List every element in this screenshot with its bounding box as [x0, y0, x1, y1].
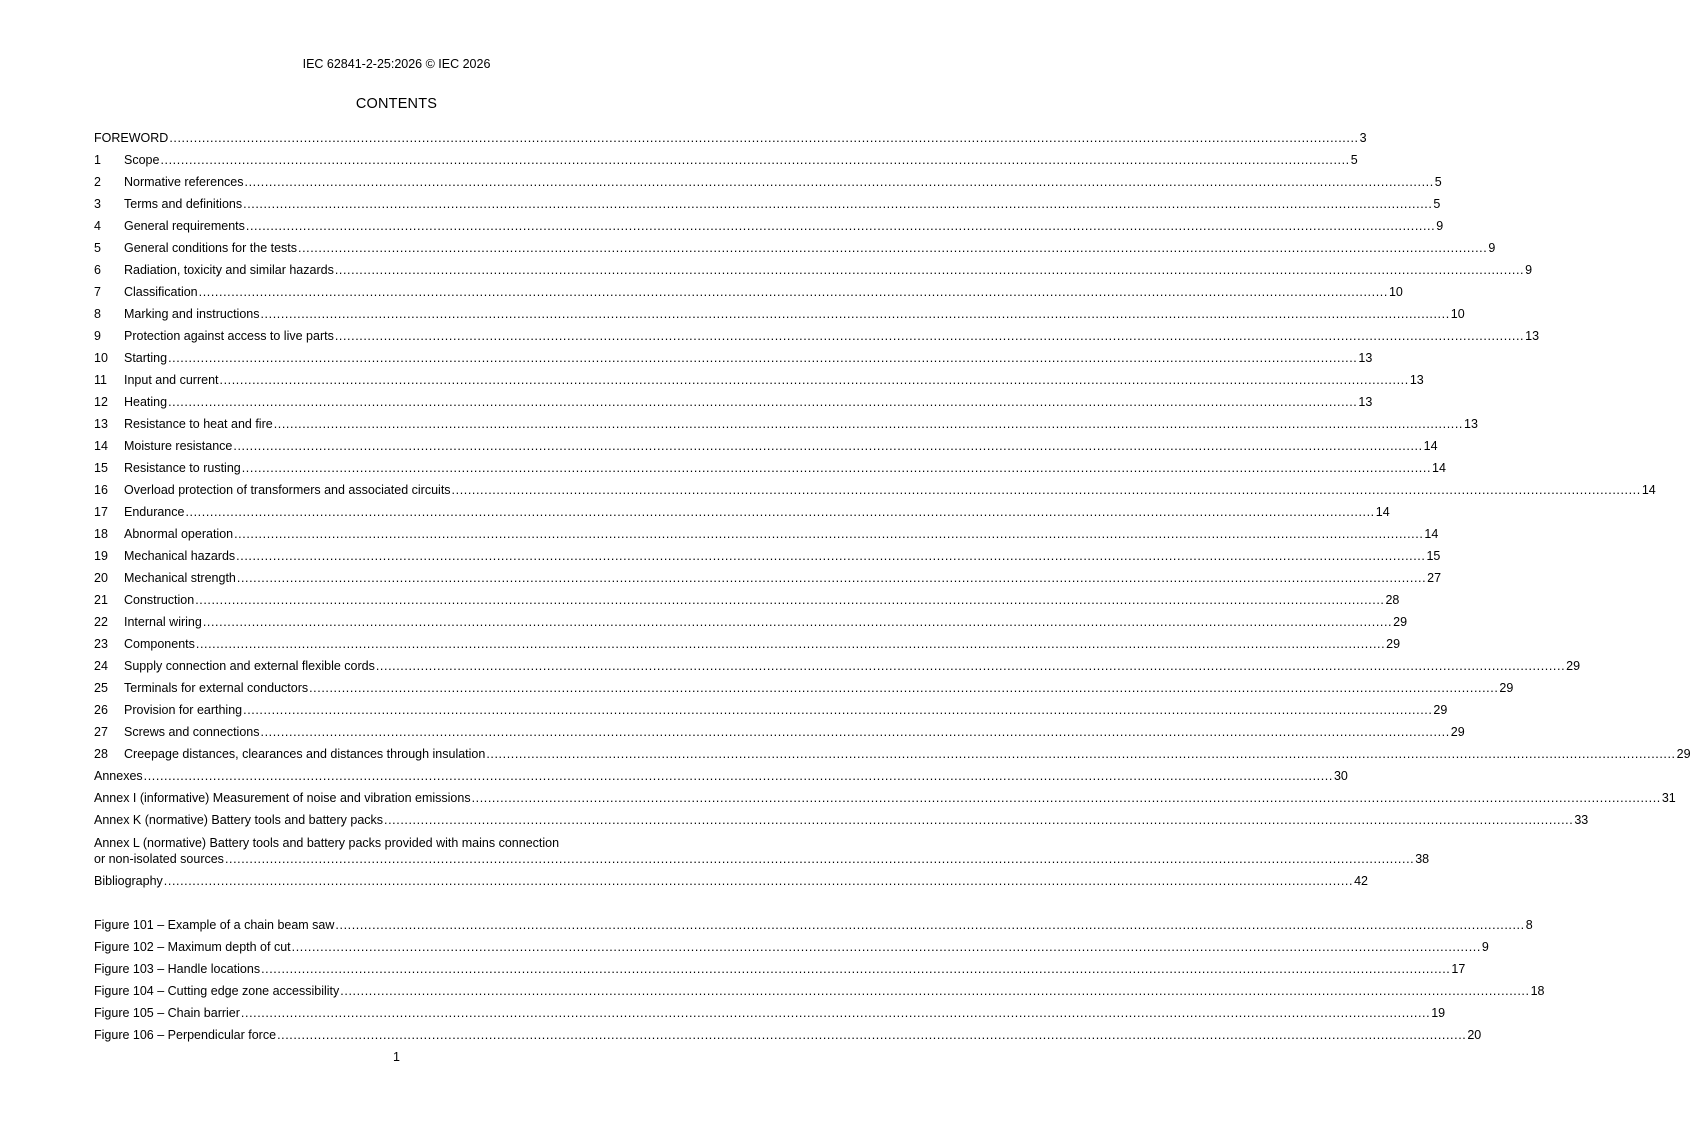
leader-dots	[486, 747, 1675, 762]
toc-clauses	[94, 146, 1691, 762]
toc-entry-clause	[94, 674, 1514, 696]
toc-entry-figure	[94, 1021, 1482, 1043]
leader-dots	[144, 769, 1333, 784]
toc-entry-title: Overload protection of transformers and associated circuits	[124, 483, 451, 497]
page-number: 1	[393, 1050, 400, 1064]
toc-entry-clause	[94, 212, 1444, 234]
toc-entry-page: 19	[1431, 1006, 1446, 1020]
toc-entry-number: 8	[94, 307, 101, 321]
leader-dots	[452, 483, 1641, 498]
toc-entry-clause	[94, 146, 1358, 168]
toc-entry-clause	[94, 520, 1439, 542]
toc-entry-figure	[94, 911, 1533, 933]
toc-entry-page: 13	[1358, 351, 1373, 365]
toc-entry-page: 9	[1525, 263, 1533, 277]
leader-dots	[340, 984, 1529, 999]
leader-dots	[292, 940, 1481, 955]
leader-dots	[195, 593, 1384, 608]
toc-entry-page: 20	[1467, 1028, 1482, 1042]
toc-entry-title: Normative references	[124, 175, 244, 189]
toc-entry-page: 10	[1388, 285, 1403, 299]
toc-entry-page: 13	[1409, 373, 1424, 387]
toc-entry-page: 9	[1488, 241, 1496, 255]
toc-entry-annex	[94, 784, 1676, 806]
toc-entry-title: Figure 106 – Perpendicular force	[94, 1028, 277, 1042]
toc-entry-title: Terms and definitions	[124, 197, 243, 211]
toc-entry-title: Figure 101 – Example of a chain beam saw	[94, 918, 335, 932]
toc-entry-title-line2: or non-isolated sources	[94, 852, 224, 866]
toc-entry-title: General requirements	[124, 219, 245, 233]
toc-entry-page: 29	[1386, 637, 1401, 651]
leader-dots	[384, 813, 1573, 828]
toc-entry-page: 10	[1450, 307, 1465, 321]
toc-entry-page: 29	[1450, 725, 1465, 739]
toc-entry-page: 29	[1566, 659, 1581, 673]
leader-dots	[168, 351, 1357, 366]
toc-entry-title: Figure 105 – Chain barrier	[94, 1006, 240, 1020]
toc-entry-title: Abnormal operation	[124, 527, 234, 541]
toc-entry-page: 42	[1354, 874, 1368, 888]
toc-entry-number: 23	[94, 637, 108, 651]
toc-entry-number: 20	[94, 571, 108, 585]
leader-dots	[199, 285, 1388, 300]
leader-dots	[237, 571, 1426, 586]
toc-entry-title: Heating	[124, 395, 168, 409]
toc-entry-title: Components	[124, 637, 195, 651]
toc-entry-title: Radiation, toxicity and similar hazards	[124, 263, 334, 277]
toc-entry-title: Marking and instructions	[124, 307, 260, 321]
toc-entry-number: 17	[94, 505, 108, 519]
toc-entry-page: 27	[1427, 571, 1442, 585]
toc-entry-page: 3	[1359, 131, 1367, 145]
toc-entry-title: Starting	[124, 351, 168, 365]
leader-dots	[309, 681, 1498, 696]
toc-entry-title: Provision for earthing	[124, 703, 243, 717]
toc-entry-number: 2	[94, 175, 101, 189]
leader-dots	[245, 175, 1434, 190]
toc-entry-page: 15	[1426, 549, 1441, 563]
toc-entry-title: Internal wiring	[124, 615, 202, 629]
leader-dots	[243, 703, 1432, 718]
toc-entry-page: 9	[1481, 940, 1489, 954]
leader-dots	[233, 439, 1422, 454]
toc-entry-title: Classification	[124, 285, 198, 299]
leader-dots	[242, 461, 1431, 476]
toc-entry-number: 19	[94, 549, 108, 563]
toc-entry-number: 24	[94, 659, 108, 673]
toc-entry-bibliography	[94, 867, 1368, 889]
toc-entry-page: 14	[1423, 439, 1438, 453]
toc-entry-page: 28	[1385, 593, 1400, 607]
toc-entry-clause	[94, 454, 1446, 476]
toc-entry-annex-l	[94, 828, 1430, 867]
toc-entry-number: 26	[94, 703, 108, 717]
contents-title: CONTENTS	[355, 96, 438, 112]
leader-dots	[241, 1006, 1430, 1021]
toc-entry-page: 13	[1464, 417, 1478, 431]
toc-entry-number: 28	[94, 747, 108, 761]
leader-dots	[335, 329, 1524, 344]
toc-entry-clause	[94, 322, 1540, 344]
toc-entry-page: 29	[1499, 681, 1514, 695]
toc-entry-page: 30	[1333, 769, 1348, 783]
toc-entry-page: 14	[1424, 527, 1439, 541]
toc-entry-number: 27	[94, 725, 108, 739]
toc-entry-figure	[94, 977, 1545, 999]
toc-entry-number: 14	[94, 439, 108, 453]
leader-dots	[246, 219, 1435, 234]
leader-dots	[225, 852, 1414, 867]
toc-entry-title: Construction	[124, 593, 195, 607]
toc-entry-page: 29	[1676, 747, 1691, 761]
toc-entry-number: 7	[94, 285, 101, 299]
toc-entry-clause	[94, 432, 1438, 454]
toc-entry-clause	[94, 234, 1496, 256]
toc-entry-title: Annex I (informative) Measurement of noise and vibration emissions	[94, 791, 471, 805]
toc-entry-clause	[94, 740, 1691, 762]
toc-entry-page: 33	[1574, 813, 1589, 827]
leader-dots	[277, 1028, 1466, 1043]
toc-entry-number: 5	[94, 241, 101, 255]
toc-entry-page: 8	[1525, 918, 1533, 932]
toc-entry-number: 22	[94, 615, 108, 629]
toc-entry-title: Protection against access to live parts	[124, 329, 334, 343]
toc-entry-clause	[94, 168, 1442, 190]
toc-entry-title: Annexes	[94, 769, 143, 783]
toc-entry-clause	[94, 366, 1424, 388]
toc-entry-title: Moisture resistance	[124, 439, 233, 453]
toc-entry-number: 1	[94, 153, 101, 167]
leader-dots	[168, 395, 1357, 410]
toc-annexes	[94, 784, 1676, 828]
toc-entry-page: 29	[1393, 615, 1408, 629]
toc-entry-number: 25	[94, 681, 108, 695]
toc-entry-clause	[94, 190, 1441, 212]
toc-entry-annexes	[94, 762, 1348, 784]
toc-entry-title: Resistance to rusting	[124, 461, 241, 475]
page-header: IEC 62841-2-25:2026 © IEC 2026	[302, 57, 491, 71]
toc-entry-title: Figure 103 – Handle locations	[94, 962, 261, 976]
toc-entry-clause	[94, 344, 1373, 366]
toc-entry-page: 5	[1434, 175, 1442, 189]
toc-entry-page: 14	[1375, 505, 1390, 519]
toc-entry-title: Screws and connections	[124, 725, 260, 739]
leader-dots	[335, 918, 1524, 933]
toc-entry-title: Scope	[124, 153, 160, 167]
toc-entry-clause	[94, 256, 1533, 278]
leader-dots	[236, 549, 1425, 564]
toc-entry-number: 15	[94, 461, 108, 475]
toc-entry-figure	[94, 955, 1466, 977]
leader-dots	[169, 131, 1358, 146]
toc-entry-page: 5	[1433, 197, 1441, 211]
toc-entry-page: 13	[1525, 329, 1540, 343]
toc-entry-title: Figure 102 – Maximum depth of cut	[94, 940, 291, 954]
toc-entry-clause	[94, 718, 1465, 740]
leader-dots	[196, 637, 1385, 652]
toc-entry-clause	[94, 542, 1441, 564]
toc-entry-title: General conditions for the tests	[124, 241, 298, 255]
toc-entry-title: Mechanical hazards	[124, 549, 236, 563]
toc-entry-clause	[94, 564, 1442, 586]
toc-entry-title: Annex K (normative) Battery tools and battery packs	[94, 813, 384, 827]
toc-entry-foreword	[94, 124, 1367, 146]
leader-dots	[376, 659, 1565, 674]
toc-entry-clause	[94, 388, 1373, 410]
toc-entry-page: 14	[1641, 483, 1656, 497]
toc-entry-title: Resistance to heat and fire	[124, 417, 273, 431]
toc-entry-title: Bibliography	[94, 874, 163, 888]
toc-entry-number: 3	[94, 197, 101, 211]
toc-entry-title: Input and current	[124, 373, 219, 387]
leader-dots	[274, 417, 1463, 432]
leader-dots	[203, 615, 1392, 630]
leader-dots	[261, 962, 1450, 977]
section-gap	[94, 889, 698, 911]
toc-entry-number: 18	[94, 527, 108, 541]
leader-dots	[234, 527, 1423, 542]
toc-entry-clause	[94, 476, 1656, 498]
toc-entry-clause	[94, 586, 1400, 608]
toc-entry-title: Creepage distances, clearances and distances through insulation	[124, 747, 486, 761]
toc-entry-page: 18	[1530, 984, 1545, 998]
toc-entry-clause	[94, 608, 1408, 630]
toc-entry-number: 10	[94, 351, 108, 365]
toc-entry-page: 13	[1358, 395, 1373, 409]
toc-entry-clause	[94, 300, 1465, 322]
toc-entry-figure	[94, 933, 1489, 955]
toc-entry-page: 38	[1415, 852, 1430, 866]
toc-entry-title: Terminals for external conductors	[124, 681, 309, 695]
table-of-contents	[94, 124, 1691, 1043]
toc-entry-clause	[94, 410, 1478, 432]
toc-entry-page: 9	[1436, 219, 1444, 233]
toc-entry-title: Mechanical strength	[124, 571, 236, 585]
toc-entry-page: 31	[1661, 791, 1676, 805]
toc-entry-clause	[94, 696, 1448, 718]
toc-entry-title: Endurance	[124, 505, 185, 519]
toc-entry-title: FOREWORD	[94, 131, 169, 145]
toc-entry-title: Figure 104 – Cutting edge zone accessibility	[94, 984, 340, 998]
toc-entry-title: Supply connection and external flexible cords	[124, 659, 375, 673]
toc-entry-number: 16	[94, 483, 108, 497]
leader-dots	[260, 307, 1449, 322]
leader-dots	[160, 153, 1349, 168]
leader-dots	[164, 874, 1353, 889]
toc-entry-annex	[94, 806, 1589, 828]
leader-dots	[220, 373, 1409, 388]
toc-entry-number: 6	[94, 263, 101, 277]
toc-entry-page: 14	[1432, 461, 1446, 475]
leader-dots	[298, 241, 1487, 256]
leader-dots	[335, 263, 1524, 278]
toc-entry-clause	[94, 630, 1401, 652]
toc-entry-title-line1: Annex L (normative) Battery tools and battery packs provided with mains connection	[94, 836, 560, 850]
leader-dots	[185, 505, 1374, 520]
toc-figures	[94, 911, 1545, 1043]
toc-entry-clause	[94, 652, 1581, 674]
leader-dots	[243, 197, 1432, 212]
toc-entry-number: 4	[94, 219, 101, 233]
leader-dots	[261, 725, 1450, 740]
toc-entry-number: 12	[94, 395, 108, 409]
toc-entry-clause	[94, 278, 1403, 300]
toc-entry-figure	[94, 999, 1446, 1021]
toc-entry-page: 5	[1350, 153, 1358, 167]
toc-entry-number: 9	[94, 329, 101, 343]
toc-entry-number: 21	[94, 593, 108, 607]
leader-dots	[472, 791, 1661, 806]
toc-entry-clause	[94, 498, 1390, 520]
toc-entry-page: 29	[1433, 703, 1448, 717]
toc-entry-page: 17	[1451, 962, 1466, 976]
toc-entry-number: 11	[94, 373, 107, 387]
toc-entry-number: 13	[94, 417, 108, 431]
